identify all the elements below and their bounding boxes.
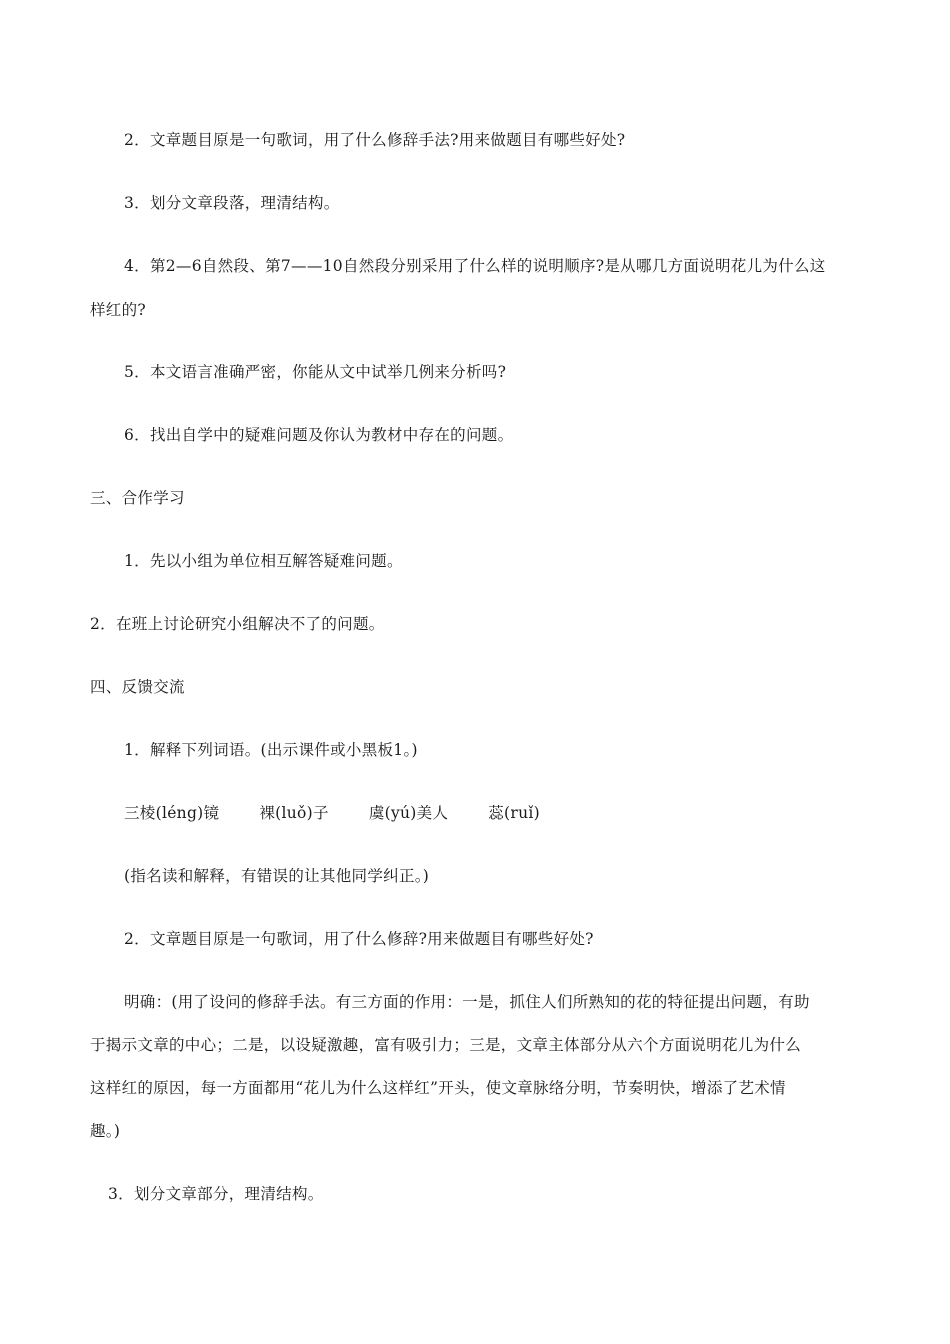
question-4-line-1: 4．第2—6自然段、第7——10自然段分别采用了什么样的说明顺序?是从哪几方面说明花儿为什么这 [124,257,826,275]
section-3-item-2: 2．在班上讨论研究小组解决不了的问题。 [90,615,385,633]
vocab-word: 裸(luǒ)子 [259,804,329,822]
answer-line-4: 趣。) [90,1122,121,1140]
answer-line-3: 这样红的原因，每一方面都用“花儿为什么这样红”开头，使文章脉络分明，节奏明快，增添了艺术情 [90,1079,786,1097]
section-4-item-2: 2．文章题目原是一句歌词，用了什么修辞?用来做题目有哪些好处? [124,930,594,948]
question-5: 5．本文语言准确严密，你能从文中试举几例来分析吗? [124,363,507,381]
vocab-word: 蕊(ruǐ) [488,804,540,822]
question-4-line-2: 样红的? [90,301,147,319]
section-4-heading: 四、反馈交流 [90,678,185,696]
section-4-item-3: 3．划分文章部分，理清结构。 [108,1185,324,1203]
question-2: 2．文章题目原是一句歌词，用了什么修辞手法?用来做题目有哪些好处? [124,131,626,149]
question-6: 6．找出自学中的疑难问题及你认为教材中存在的问题。 [124,426,514,444]
section-4-note: (指名读和解释，有错误的让其他同学纠正。) [124,867,430,885]
vocab-word: 虞(yú)美人 [368,804,449,822]
section-4-item-1: 1．解释下列词语。(出示课件或小黑板1。) [124,741,418,759]
vocabulary-row [124,803,540,823]
vocab-word: 三棱(léng)镜 [124,804,220,822]
section-3-item-1: 1．先以小组为单位相互解答疑难问题。 [124,552,403,570]
section-3-heading: 三、合作学习 [90,489,185,507]
question-3: 3．划分文章段落，理清结构。 [124,194,340,212]
answer-line-2: 于揭示文章的中心；二是，以设疑激趣，富有吸引力；三是，文章主体部分从六个方面说明花儿为什么 [90,1036,802,1054]
answer-line-1: 明确：(用了设问的修辞手法。有三方面的作用：一是，抓住人们所熟知的花的特征提出问题，有助 [124,993,810,1011]
